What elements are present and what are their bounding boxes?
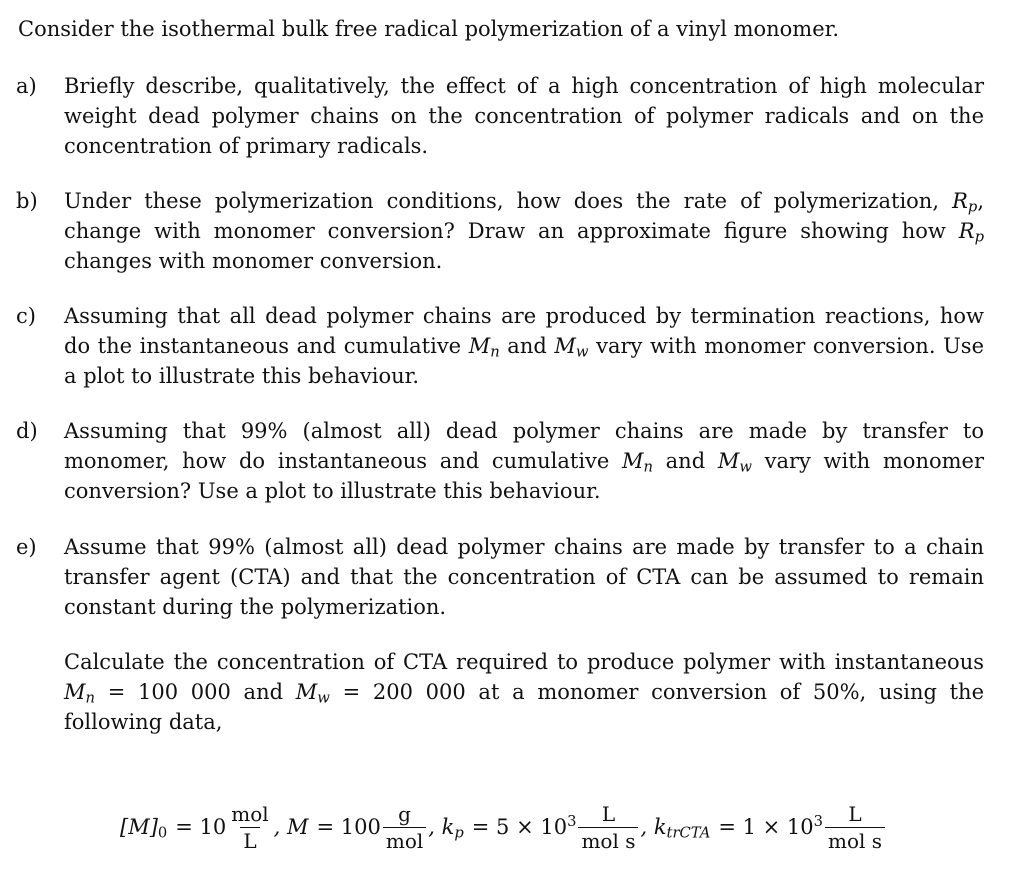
m0-symbol: $[M]_0$ (120, 815, 168, 842)
molar-mass-units: $\frac{g}{\text{mol}}$ (383, 802, 426, 853)
question-e-calculation-text: Calculate the concentration of CTA required to produce polymer with instantaneous $M_n = 100$ 000 and $M_w = 200$ 000 at a monomer conversion of 50%, using the following data, (64, 650, 985, 734)
ktr-symbol: , $k_{trCTA}$ (640, 815, 711, 842)
question-c-label: c) (16, 304, 36, 328)
kp-symbol: , $k_p$ (428, 815, 464, 842)
question-d (16, 416, 984, 506)
molar-mass-value: = 100 (316, 815, 381, 839)
molar-mass-symbol: , M (273, 815, 309, 839)
question-c (16, 301, 984, 391)
question-c-text: Assuming that all dead polymer chains are produced by termination reactions, how do the instantaneous and cumulative $M_n$ and $M_w$ vary with monomer conversion. Use a plot to illustrate this behaviour. (64, 304, 985, 388)
question-d-label: d) (16, 419, 38, 443)
intro-text: Consider the isothermal bulk free radical polymerization of a vinyl monomer. (18, 17, 840, 41)
ktr-value: = $1 \times 10^3$ (718, 812, 823, 839)
question-b-text: Under these polymerization conditions, how does the rate of polymerization, $R_p$, change with monomer conversion? Draw an approximate figure showing how $R_p$ changes with monomer conversion. (64, 189, 984, 273)
question-a (16, 71, 984, 161)
question-e-label: e) (16, 535, 37, 559)
kp-units: $\frac{L}{\text{mol s}}$ (578, 802, 638, 853)
kp-value: = $5 \times 10^3$ (471, 812, 577, 839)
m0-value: = 10 (175, 815, 227, 839)
m0-units: $\frac{\text{mol}}{L}$ (231, 801, 269, 853)
data-equation (120, 792, 887, 862)
question-e-text: Assume that 99% (almost all) dead polymer chains are made by transfer to a chain transfer agent (CTA) and that the concentration of CTA can be assumed to remain constant during the polymerization. (64, 535, 984, 619)
question-a-label: a) (16, 74, 37, 98)
ktr-units: $\frac{L}{\text{mol s}}$ (825, 802, 885, 853)
question-d-text: Assuming that 99% (almost all) dead polymer chains are made by transfer to monomer, how do instantaneous and cumulative $M_n$ and $M_w$ vary with monomer conversion? Use a plot to illustrate this behaviour. (64, 419, 984, 503)
question-a-text: Briefly describe, qualitatively, the effect of a high concentration of high molecular weight dead polymer chains on the concentration of polymer radicals and on the concentration of primary radicals. (64, 74, 984, 158)
question-b (16, 186, 984, 276)
question-e (16, 532, 984, 622)
question-b-label: b) (16, 189, 38, 213)
